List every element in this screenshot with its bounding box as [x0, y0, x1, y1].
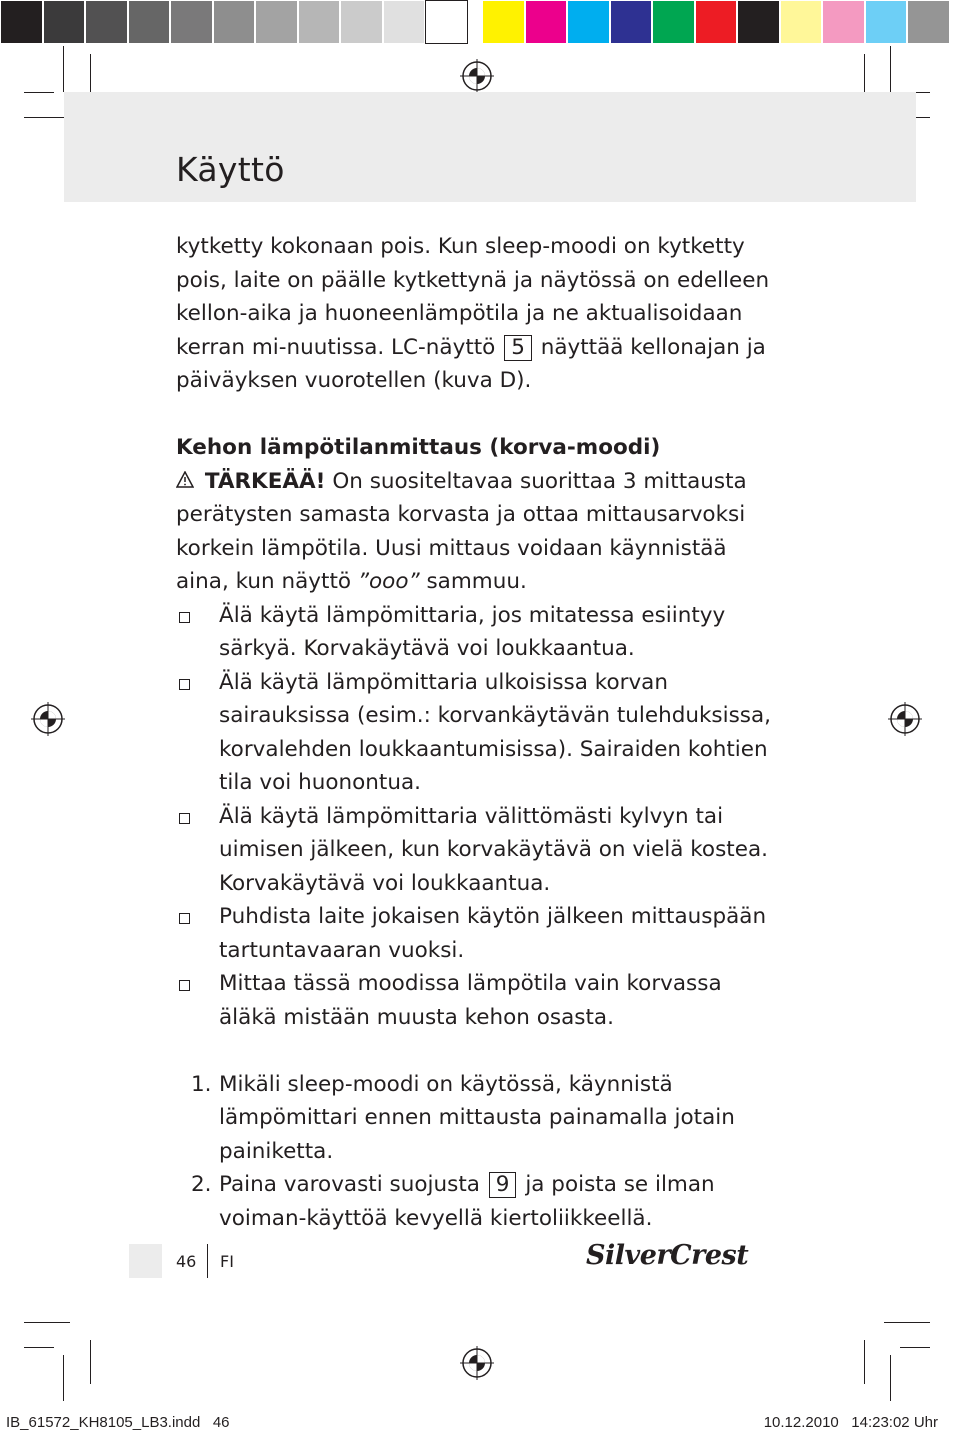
- list-item: Älä käytä lämpömittaria välittömästi kylvyn tai uimisen jälkeen, kun korvakäytävä on vielä kostea. Korvakäytävä voi loukkaantua.: [176, 800, 786, 901]
- warning-paragraph: [176, 465, 786, 599]
- color-swatch: [170, 0, 213, 44]
- crop-mark: [90, 1340, 91, 1384]
- registration-mark-icon: [888, 702, 922, 736]
- warning-triangle-icon: [176, 465, 198, 499]
- intro-paragraph: [176, 230, 786, 398]
- crop-mark: [63, 46, 64, 92]
- crop-mark: [24, 92, 54, 93]
- content-column: [176, 230, 786, 1235]
- color-swatch: [567, 0, 610, 44]
- reference-number: 9: [489, 1172, 517, 1198]
- registration-mark-icon: [460, 59, 494, 93]
- reference-number: 5: [504, 335, 532, 361]
- bullet-box-icon: [179, 913, 190, 924]
- footer-divider: [207, 1244, 208, 1278]
- step-text: Paina varovasti suojusta: [219, 1172, 480, 1197]
- color-swatch: [128, 0, 171, 44]
- bullet-box-icon: [179, 612, 190, 623]
- color-swatch: [652, 0, 695, 44]
- list-item: Älä käytä lämpömittaria, jos mitatessa esiintyy särkyä. Korvakäytävä voi loukkaantua.: [176, 599, 786, 666]
- display-symbol: ”ooo”: [357, 569, 420, 594]
- crop-mark: [884, 1322, 930, 1323]
- intro-text: kytketty kokonaan pois. Kun sleep-moodi on kytketty pois, laite on päälle kytkettynä ja näytössä on edelleen kellon-aika ja huoneenlämpötila ja ne aktualisoidaan kerran mi-nuutissa. LC-näyttö: [176, 234, 770, 360]
- brand-logo: SilverCrest: [586, 1240, 749, 1271]
- color-swatch: [383, 0, 426, 44]
- color-swatch: [0, 0, 43, 44]
- step-text-tail: ja poista se ilman voiman-käyttöä kevyellä kiertoliikkeellä.: [219, 1172, 715, 1231]
- color-swatch: [298, 0, 341, 44]
- page-number: 46: [176, 1252, 197, 1271]
- warning-text: On suositeltavaa suorittaa 3 mittausta perätysten samasta korvasta ja ottaa mittausarvoksi korkein lämpötila. Uusi mittaus voidaan käynnistää aina, kun näyttö: [176, 468, 747, 594]
- crop-mark: [890, 1355, 891, 1401]
- step-text: Mikäli sleep-moodi on käytössä, käynnistä lämpömittari ennen mittausta painamalla jotain painiketta.: [219, 1071, 735, 1164]
- registration-mark-icon: [31, 702, 65, 736]
- color-swatch: [213, 0, 256, 44]
- step-item: [176, 1068, 786, 1169]
- color-swatch: [695, 0, 738, 44]
- color-swatch: [425, 0, 468, 44]
- color-swatch: [85, 0, 128, 44]
- footer-square: [129, 1244, 162, 1278]
- crop-mark: [900, 1347, 930, 1348]
- color-swatch: [907, 0, 950, 44]
- section-heading: Kehon lämpötilanmittaus (korva-moodi): [176, 435, 661, 460]
- color-swatch: [737, 0, 780, 44]
- crop-mark: [890, 46, 891, 92]
- color-swatch: [822, 0, 865, 44]
- file-slug: IB_61572_KH8105_LB3.indd 46: [6, 1414, 230, 1431]
- color-calibration-bar: [482, 0, 950, 46]
- bullet-box-icon: [179, 980, 190, 991]
- step-item: [176, 1168, 786, 1235]
- color-swatch: [482, 0, 525, 44]
- step-number: 2.: [191, 1172, 212, 1197]
- list-item: Puhdista laite jokaisen käytön jälkeen mittauspään tartuntavaaran vuoksi.: [176, 900, 786, 967]
- date-slug: 10.12.2010 14:23:02 Uhr: [763, 1414, 938, 1431]
- color-swatch: [610, 0, 653, 44]
- warning-tail: sammuu.: [426, 569, 527, 594]
- crop-mark: [864, 1340, 865, 1384]
- list-item: Mittaa tässä moodissa lämpötila vain korvassa äläkä mistään muusta kehon osasta.: [176, 967, 786, 1034]
- color-swatch: [865, 0, 908, 44]
- crop-mark: [24, 1347, 54, 1348]
- bullet-box-icon: [179, 813, 190, 824]
- warning-label: TÄRKEÄÄ!: [204, 468, 326, 494]
- color-swatch: [340, 0, 383, 44]
- color-swatch: [780, 0, 823, 44]
- gray-calibration-bar: [0, 0, 468, 46]
- step-number: 1.: [191, 1071, 212, 1097]
- bullet-box-icon: [179, 679, 190, 690]
- registration-mark-icon: [460, 1346, 494, 1380]
- color-swatch: [255, 0, 298, 44]
- list-item: Älä käytä lämpömittaria ulkoisissa korvan sairauksissa (esim.: korvankäytävän tulehduksissa, korvalehden loukkaantumisissa). Sairaiden kohtien tila voi huonontua.: [176, 666, 786, 800]
- color-swatch: [43, 0, 86, 44]
- color-swatch: [525, 0, 568, 44]
- crop-mark: [63, 1355, 64, 1401]
- language-code: FI: [220, 1252, 234, 1271]
- crop-mark: [24, 1322, 70, 1323]
- page-title: Käyttö: [176, 150, 285, 189]
- intro-text-tail: näyttää kellonajan ja päiväyksen vuorotellen (kuva D).: [176, 334, 766, 393]
